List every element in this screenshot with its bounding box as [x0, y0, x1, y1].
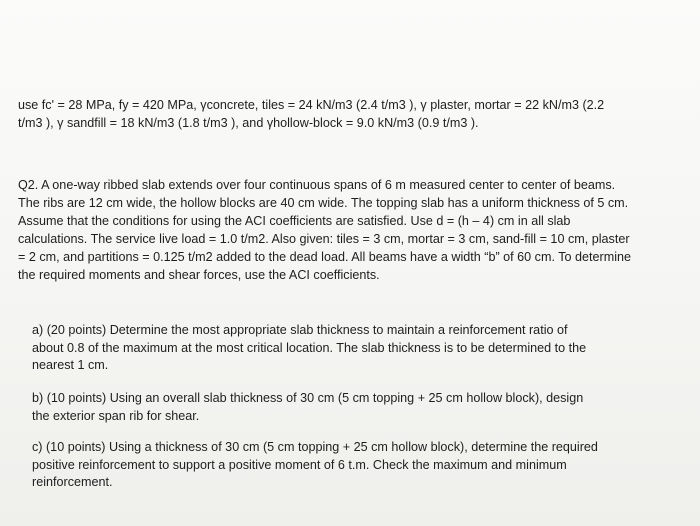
part-a-paragraph: a) (20 points) Determine the most appropriate slab thickness to maintain a reinforcement ratio of about 0.8 of the maximum at the most critical location. The slab thickness is to be determined to the nearest 1 cm.: [32, 323, 587, 372]
material-properties-paragraph: use fc' = 28 MPa, fy = 420 MPa, γconcrete, tiles = 24 kN/m3 (2.4 t/m3 ), γ plaster, mortar = 22 kN/m3 (2.2 t/m3 ), γ sandfill = 18 kN/m3 (1.8 t/m3 ), and γhollow-block = 9.0 kN/m3 (0.9 t/m3 ).: [18, 98, 605, 130]
part-c-paragraph: c) (10 points) Using a thickness of 30 cm (5 cm topping + 25 cm hollow block), determine the required positive reinforcement to support a positive moment of 6 t.m. Check the maximum and minimum reinforcement.: [32, 440, 598, 489]
part-b-paragraph: b) (10 points) Using an overall slab thickness of 30 cm (5 cm topping + 25 cm hollow block), design the exterior span rib for shear.: [32, 391, 584, 423]
question-2-paragraph: Q2. A one-way ribbed slab extends over four continuous spans of 6 m measured center to center of beams. The ribs are 12 cm wide, the hollow blocks are 40 cm wide. The topping slab has a uniform thickness of 5 cm. Assume that the conditions for using the ACI coefficients are satisfied. Use d = (h – 4) cm in all slab calculations. The service live load = 1.0 t/m2. Also given: tiles = 3 cm, mortar = 3 cm, sand-fill = 10 cm, plaster = 2 cm, and partitions = 0.125 t/m2 added to the dead load. All beams have a width “b” of 60 cm. To determine the required moments and shear forces, use the ACI coefficients.: [18, 178, 632, 282]
